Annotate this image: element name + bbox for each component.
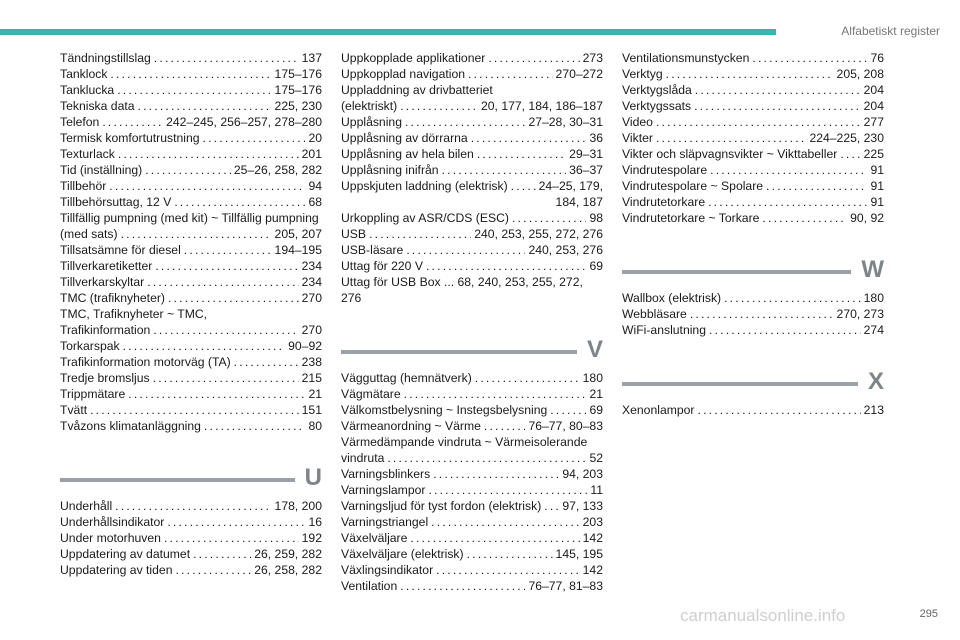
index-entry-term: Trafikinformation xyxy=(60,323,151,337)
index-entry-pages: 151 xyxy=(301,403,322,417)
index-entry-pages: 273 xyxy=(582,51,603,65)
index-entry-pages: 205, 207 xyxy=(274,227,322,241)
dot-leader xyxy=(204,418,306,434)
index-entry-term: Webbläsare xyxy=(622,307,687,321)
index-entry xyxy=(341,162,603,178)
index-entry-pages: 194–195 xyxy=(274,243,322,257)
dot-leader xyxy=(708,194,867,210)
index-entry-term: Varningstriangel xyxy=(341,515,429,529)
index-entry-pages-continued: 184, 187 xyxy=(555,195,603,209)
index-entry-pages: 192 xyxy=(301,531,322,545)
index-entry xyxy=(341,498,603,514)
index-entry-pages: 91 xyxy=(870,179,884,193)
index-entry-term: TMC (trafiknyheter) xyxy=(60,291,165,305)
index-entry-term: Upplåsning av hela bilen xyxy=(341,147,474,161)
index-entry-pages: 213 xyxy=(863,403,884,417)
index-entry-pages: 21 xyxy=(589,387,603,401)
dot-leader xyxy=(128,386,305,402)
index-entry-pages: 94 xyxy=(308,179,322,193)
dot-leader xyxy=(153,370,299,386)
index-entry-pages: 242–245, 256–257, 278–280 xyxy=(166,115,322,129)
dot-leader xyxy=(118,146,299,162)
index-entry-line: TMC, Trafiknyheter ~ TMC, xyxy=(60,307,208,321)
dot-leader xyxy=(400,578,525,594)
index-entry-term: Växelväljare xyxy=(341,531,408,545)
index-entry xyxy=(622,306,884,322)
index-entry-pages: 178, 200 xyxy=(274,499,322,513)
index-entry-pages: 205, 208 xyxy=(836,67,884,81)
dot-leader xyxy=(511,178,536,194)
index-entry-term: Uppdatering av datumet xyxy=(60,547,191,561)
dot-leader xyxy=(698,402,861,418)
dot-leader xyxy=(512,210,586,226)
dot-leader xyxy=(138,98,272,114)
dot-leader xyxy=(121,226,272,242)
dot-leader xyxy=(234,354,299,370)
index-entry xyxy=(60,242,322,258)
index-entry-term: Tillverkaretiketter xyxy=(60,259,153,273)
index-entry-term: vindruta xyxy=(341,451,385,465)
dot-leader xyxy=(690,306,834,322)
index-entry xyxy=(60,114,322,130)
index-entry xyxy=(341,210,603,226)
index-entry xyxy=(60,130,322,146)
index-entry-pages: 224–225, 230 xyxy=(809,131,884,145)
index-entry xyxy=(60,162,322,178)
dot-leader xyxy=(426,258,586,274)
index-entry-term: Vindrutetorkare xyxy=(622,195,706,209)
index-entry xyxy=(622,178,884,194)
index-entry-pages: 68 xyxy=(308,195,322,209)
dot-leader xyxy=(405,114,525,130)
index-column-2 xyxy=(341,50,603,594)
dot-leader xyxy=(488,50,579,66)
index-entry-term: Underhållsindikator xyxy=(60,515,165,529)
index-entry-term: Verktygslåda xyxy=(622,83,692,97)
index-entry-pages: 201 xyxy=(301,147,322,161)
index-entry-term: Termisk komfortutrustning xyxy=(60,131,200,145)
dot-leader xyxy=(656,114,861,130)
dot-leader xyxy=(468,66,553,82)
index-entry-pages: 26, 258, 282 xyxy=(254,563,322,577)
index-entry-pages: 240, 253, 255, 272, 276 xyxy=(474,227,603,241)
index-entry xyxy=(60,146,322,162)
dot-leader xyxy=(431,514,579,530)
index-entry xyxy=(622,194,884,210)
section-letter: U xyxy=(304,464,322,491)
section-header-x xyxy=(622,364,884,394)
index-entry-term: Växelväljare (elektrisk) xyxy=(341,547,464,561)
index-entry xyxy=(341,98,603,114)
index-entry-pages: 69 xyxy=(589,259,603,273)
index-entry xyxy=(60,274,322,290)
index-entry xyxy=(60,66,322,82)
dot-leader xyxy=(762,210,847,226)
index-entry-term: Varningslampor xyxy=(341,483,426,497)
dot-leader xyxy=(710,162,867,178)
header-title: Alfabetiskt register xyxy=(841,24,940,38)
index-entry-pages: 204 xyxy=(863,83,884,97)
section-divider-bar xyxy=(622,382,858,386)
index-entry-pages: 36–37 xyxy=(569,163,603,177)
index-entry xyxy=(622,162,884,178)
index-entry-pages: 274 xyxy=(863,323,884,337)
index-entry-pages: 94, 203 xyxy=(562,467,603,481)
index-entry-pages: 76–77, 80–83 xyxy=(528,419,603,433)
dot-leader xyxy=(400,98,478,114)
dot-leader xyxy=(168,290,299,306)
index-entry-line: Tillfällig pumpning (med kit) ~ Tillfällig pumpning xyxy=(60,211,319,225)
index-entry xyxy=(60,194,322,210)
index-entry-pages: 270 xyxy=(301,291,322,305)
index-entry xyxy=(60,50,322,66)
dot-leader xyxy=(656,130,807,146)
index-entry-term: Vindrutetorkare ~ Torkare xyxy=(622,211,760,225)
index-entry-term: Trafikinformation motorväg (TA) xyxy=(60,355,231,369)
index-entry xyxy=(341,418,603,434)
index-entry-term: USB-läsare xyxy=(341,243,404,257)
dot-leader xyxy=(109,178,305,194)
index-entry-term: Vägmätare xyxy=(341,387,401,401)
dot-leader xyxy=(428,482,587,498)
index-entry-term: Uppkopplade applikationer xyxy=(341,51,486,65)
dot-leader xyxy=(433,466,559,482)
index-entry-term: Xenonlampor xyxy=(622,403,695,417)
index-entry xyxy=(622,210,884,226)
index-entry-term: Urkoppling av ASR/CDS (ESC) xyxy=(341,211,509,225)
dot-leader xyxy=(467,546,553,562)
index-entry-pages: 225, 230 xyxy=(274,99,322,113)
index-entry xyxy=(60,322,322,338)
index-entry-term: Värmeanordning ~ Värme xyxy=(341,419,481,433)
index-entry xyxy=(60,82,322,98)
dot-leader xyxy=(184,242,272,258)
index-entry-pages: 180 xyxy=(863,291,884,305)
index-entry xyxy=(60,178,322,194)
index-entry-pages: 175–176 xyxy=(274,67,322,81)
index-entry-term: Texturlack xyxy=(60,147,115,161)
index-entry-pages: 204 xyxy=(863,99,884,113)
index-entry-term: Tvätt xyxy=(60,403,88,417)
index-entry-term: Upplåsning xyxy=(341,115,402,129)
index-entry-term: Vikter och släpvagnsvikter ~ Vikttabeller xyxy=(622,147,838,161)
index-entry-pages: 25–26, 258, 282 xyxy=(233,163,322,177)
dot-leader xyxy=(117,82,271,98)
index-entry-pages: 76–77, 81–83 xyxy=(528,579,603,593)
index-entry-line: Uppladdning av drivbatteriet xyxy=(341,83,493,97)
index-entry-term: Tredje bromsljus xyxy=(60,371,150,385)
index-entry-pages: 145, 195 xyxy=(555,547,603,561)
dot-leader xyxy=(155,258,298,274)
index-entry-term: Vindrutespolare xyxy=(622,163,708,177)
page-number: 295 xyxy=(919,608,938,620)
index-entry-term: Vindrutespolare ~ Spolare xyxy=(622,179,764,193)
dot-leader xyxy=(369,226,471,242)
section-letter: V xyxy=(586,336,603,363)
index-entry-term: Tillbehörsuttag, 12 V xyxy=(60,195,172,209)
index-entry-pages: 90, 92 xyxy=(850,211,884,225)
index-entry-line: Värmedämpande vindruta ~ Värmeisolerande xyxy=(341,435,588,449)
index-entry xyxy=(341,386,603,402)
index-entry-term: Ventilation xyxy=(341,579,398,593)
dot-leader xyxy=(752,50,867,66)
dot-leader xyxy=(90,402,299,418)
index-entry-pages: 24–25, 179, xyxy=(538,179,603,193)
index-entry xyxy=(341,402,603,418)
index-entry xyxy=(60,530,322,546)
index-entry-term: Tanklock xyxy=(60,67,108,81)
index-entry-term: Torkarspak xyxy=(60,339,120,353)
dot-leader xyxy=(436,562,580,578)
index-entry-pages: 76 xyxy=(870,51,884,65)
dot-leader xyxy=(550,402,586,418)
dot-leader xyxy=(164,530,299,546)
index-entry-pages: 180 xyxy=(582,371,603,385)
index-entry-pages: 240, 253, 276 xyxy=(528,243,603,257)
dot-leader xyxy=(484,418,526,434)
index-entry-pages: 142 xyxy=(582,531,603,545)
dot-leader xyxy=(153,322,298,338)
index-entry xyxy=(341,450,603,466)
index-entry-term: Under motorhuven xyxy=(60,531,161,545)
dot-leader xyxy=(840,146,860,162)
index-entry-term: Vägguttag (hemnätverk) xyxy=(341,371,472,385)
index-entry-term: (elektriskt) xyxy=(341,99,398,113)
index-entry-pages: 225 xyxy=(863,147,884,161)
index-entry xyxy=(622,130,884,146)
index-entry xyxy=(60,354,322,370)
index-entry xyxy=(341,178,603,194)
index-entry-pages: 142 xyxy=(582,563,603,577)
index-entry-pages: 80 xyxy=(308,419,322,433)
index-entry-pages: 277 xyxy=(863,115,884,129)
index-entry xyxy=(60,402,322,418)
dot-leader xyxy=(175,562,251,578)
index-entry-pages: 270–272 xyxy=(555,67,603,81)
dot-leader xyxy=(694,98,861,114)
index-entry xyxy=(341,66,603,82)
index-entry xyxy=(622,50,884,66)
dot-leader xyxy=(404,386,587,402)
index-entry xyxy=(341,466,603,482)
index-entry xyxy=(341,114,603,130)
index-column-3 xyxy=(622,50,884,418)
index-entry-term: Ventilationsmunstycken xyxy=(622,51,750,65)
index-entry-pages: 234 xyxy=(301,275,322,289)
dot-leader xyxy=(387,450,586,466)
index-entry-term: Varningsljud för tyst fordon (elektrisk) xyxy=(341,499,542,513)
index-entry-pages: 137 xyxy=(301,51,322,65)
index-entry xyxy=(341,226,603,242)
index-entry xyxy=(60,498,322,514)
index-entry-term: Tillbehör xyxy=(60,179,107,193)
index-entry xyxy=(60,386,322,402)
index-entry xyxy=(60,258,322,274)
index-entry xyxy=(60,546,322,562)
index-entry-pages: 11 xyxy=(590,483,603,497)
index-entry xyxy=(60,338,322,354)
index-entry-term: Uppdatering av tiden xyxy=(60,563,173,577)
index-entry-pages: 175–176 xyxy=(274,83,322,97)
dot-leader xyxy=(154,50,299,66)
index-entry-term: Wallbox (elektrisk) xyxy=(622,291,722,305)
index-entry-pages: 52 xyxy=(589,451,603,465)
header-accent-bar xyxy=(0,29,776,35)
index-entry-term: Telefon xyxy=(60,115,100,129)
index-entry xyxy=(622,146,884,162)
index-entry-pages: 21 xyxy=(308,387,322,401)
index-entry-term: Verktygssats xyxy=(622,99,692,113)
dot-leader xyxy=(174,194,305,210)
index-entry-term: Tanklucka xyxy=(60,83,115,97)
index-entry-term: Upplåsning av dörrarna xyxy=(341,131,468,145)
index-entry-pages: 215 xyxy=(301,371,322,385)
index-entry xyxy=(60,418,322,434)
index-entry-term: Upplåsning inifrån xyxy=(341,163,439,177)
index-entry xyxy=(341,146,603,162)
index-entry-pages: 203 xyxy=(582,515,603,529)
section-header-u xyxy=(60,460,322,490)
index-entry-term: Tillverkarskyltar xyxy=(60,275,145,289)
index-entry-term: Trippmätare xyxy=(60,387,126,401)
index-entry-pages: 270 xyxy=(301,323,322,337)
index-entry xyxy=(60,562,322,578)
section-divider-bar xyxy=(622,270,851,274)
index-entry xyxy=(341,274,603,306)
index-entry xyxy=(622,402,884,418)
index-entry-term: Verktyg xyxy=(622,67,663,81)
index-entry-pages: 238 xyxy=(301,355,322,369)
dot-leader xyxy=(410,530,579,546)
index-entry-pages: 90–92 xyxy=(288,339,322,353)
index-entry-term: Uttag för 220 V xyxy=(341,259,423,273)
index-entry xyxy=(622,290,884,306)
index-entry-pages: 270, 273 xyxy=(836,307,884,321)
dot-leader xyxy=(666,66,834,82)
index-entry-pages: 26, 259, 282 xyxy=(254,547,322,561)
index-entry-term: Uppskjuten laddning (elektrisk) xyxy=(341,179,508,193)
index-entry-term: Video xyxy=(622,115,653,129)
index-entry xyxy=(341,578,603,594)
index-entry xyxy=(341,562,603,578)
dot-leader xyxy=(147,274,298,290)
index-entry-pages: 234 xyxy=(301,259,322,273)
index-entry-term: Tändningstillslag xyxy=(60,51,151,65)
dot-leader xyxy=(695,82,861,98)
index-entry xyxy=(622,114,884,130)
index-entry xyxy=(341,482,603,498)
dot-leader xyxy=(145,162,231,178)
dot-leader xyxy=(471,130,587,146)
index-entry xyxy=(622,66,884,82)
dot-leader xyxy=(110,66,271,82)
watermark: carmanualsonline.info xyxy=(680,606,846,625)
section-divider-bar xyxy=(341,350,577,354)
index-entry-term: Tillsatsämne för diesel xyxy=(60,243,181,257)
index-entry-pages: 91 xyxy=(870,195,884,209)
index-entry-term: (med sats) xyxy=(60,227,118,241)
index-entry xyxy=(60,514,322,530)
index-entry-term: Uppkopplad navigation xyxy=(341,67,465,81)
dot-leader xyxy=(115,498,271,514)
index-entry xyxy=(341,130,603,146)
dot-leader xyxy=(475,370,580,386)
index-entry xyxy=(622,322,884,338)
dot-leader xyxy=(123,338,286,354)
index-entry xyxy=(341,546,603,562)
index-entry xyxy=(341,50,603,66)
dot-leader xyxy=(766,178,867,194)
index-entry-pages: 16 xyxy=(308,515,322,529)
index-entry-pages: 97, 133 xyxy=(562,499,603,513)
index-entry-term: Tvåzons klimatanläggning xyxy=(60,419,201,433)
index-entry xyxy=(341,242,603,258)
section-letter: W xyxy=(861,256,884,283)
index-entry-term: Vikter xyxy=(622,131,653,145)
index-entry-term: Välkomstbelysning ~ Instegsbelysning xyxy=(341,403,548,417)
index-entry-term: Tekniska data xyxy=(60,99,135,113)
index-entry xyxy=(341,514,603,530)
dot-leader xyxy=(203,130,306,146)
index-entry xyxy=(622,98,884,114)
index-entry-pages: 91 xyxy=(870,163,884,177)
index-entry-pages: 20 xyxy=(308,131,322,145)
index-entry xyxy=(341,258,603,274)
index-entry-term: Uttag för USB Box ... 68, 240, 253, 255, 272, 276 xyxy=(341,275,583,305)
index-entry-pages: 27–28, 30–31 xyxy=(528,115,603,129)
index-entry xyxy=(60,370,322,386)
section-letter: X xyxy=(867,368,884,395)
dot-leader xyxy=(477,146,566,162)
index-entry xyxy=(341,370,603,386)
index-entry-term: Växlingsindikator xyxy=(341,563,434,577)
section-header-w xyxy=(622,252,884,282)
dot-leader xyxy=(709,322,861,338)
index-entry-term: Tid (inställning) xyxy=(60,163,143,177)
index-entry-pages: 98 xyxy=(589,211,603,225)
index-entry-term: WiFi-anslutning xyxy=(622,323,706,337)
index-entry xyxy=(60,290,322,306)
section-header-v xyxy=(341,332,603,362)
dot-leader xyxy=(544,498,559,514)
index-entry-pages: 29–31 xyxy=(569,147,603,161)
dot-leader xyxy=(193,546,251,562)
index-entry-pages: 20, 177, 184, 186–187 xyxy=(481,99,603,113)
index-entry-pages: 69 xyxy=(589,403,603,417)
index-entry-term: Underhåll xyxy=(60,499,113,513)
dot-leader xyxy=(442,162,567,178)
dot-leader xyxy=(102,114,163,130)
index-entry xyxy=(341,530,603,546)
dot-leader xyxy=(406,242,525,258)
section-divider-bar xyxy=(60,478,295,482)
index-entry-term: Varningsblinkers xyxy=(341,467,431,481)
dot-leader xyxy=(167,514,305,530)
index-entry xyxy=(60,226,322,242)
index-entry xyxy=(622,82,884,98)
index-column-1 xyxy=(60,50,322,578)
index-entry xyxy=(60,98,322,114)
index-entry-pages: 36 xyxy=(589,131,603,145)
index-entry-term: USB xyxy=(341,227,367,241)
dot-leader xyxy=(724,290,861,306)
